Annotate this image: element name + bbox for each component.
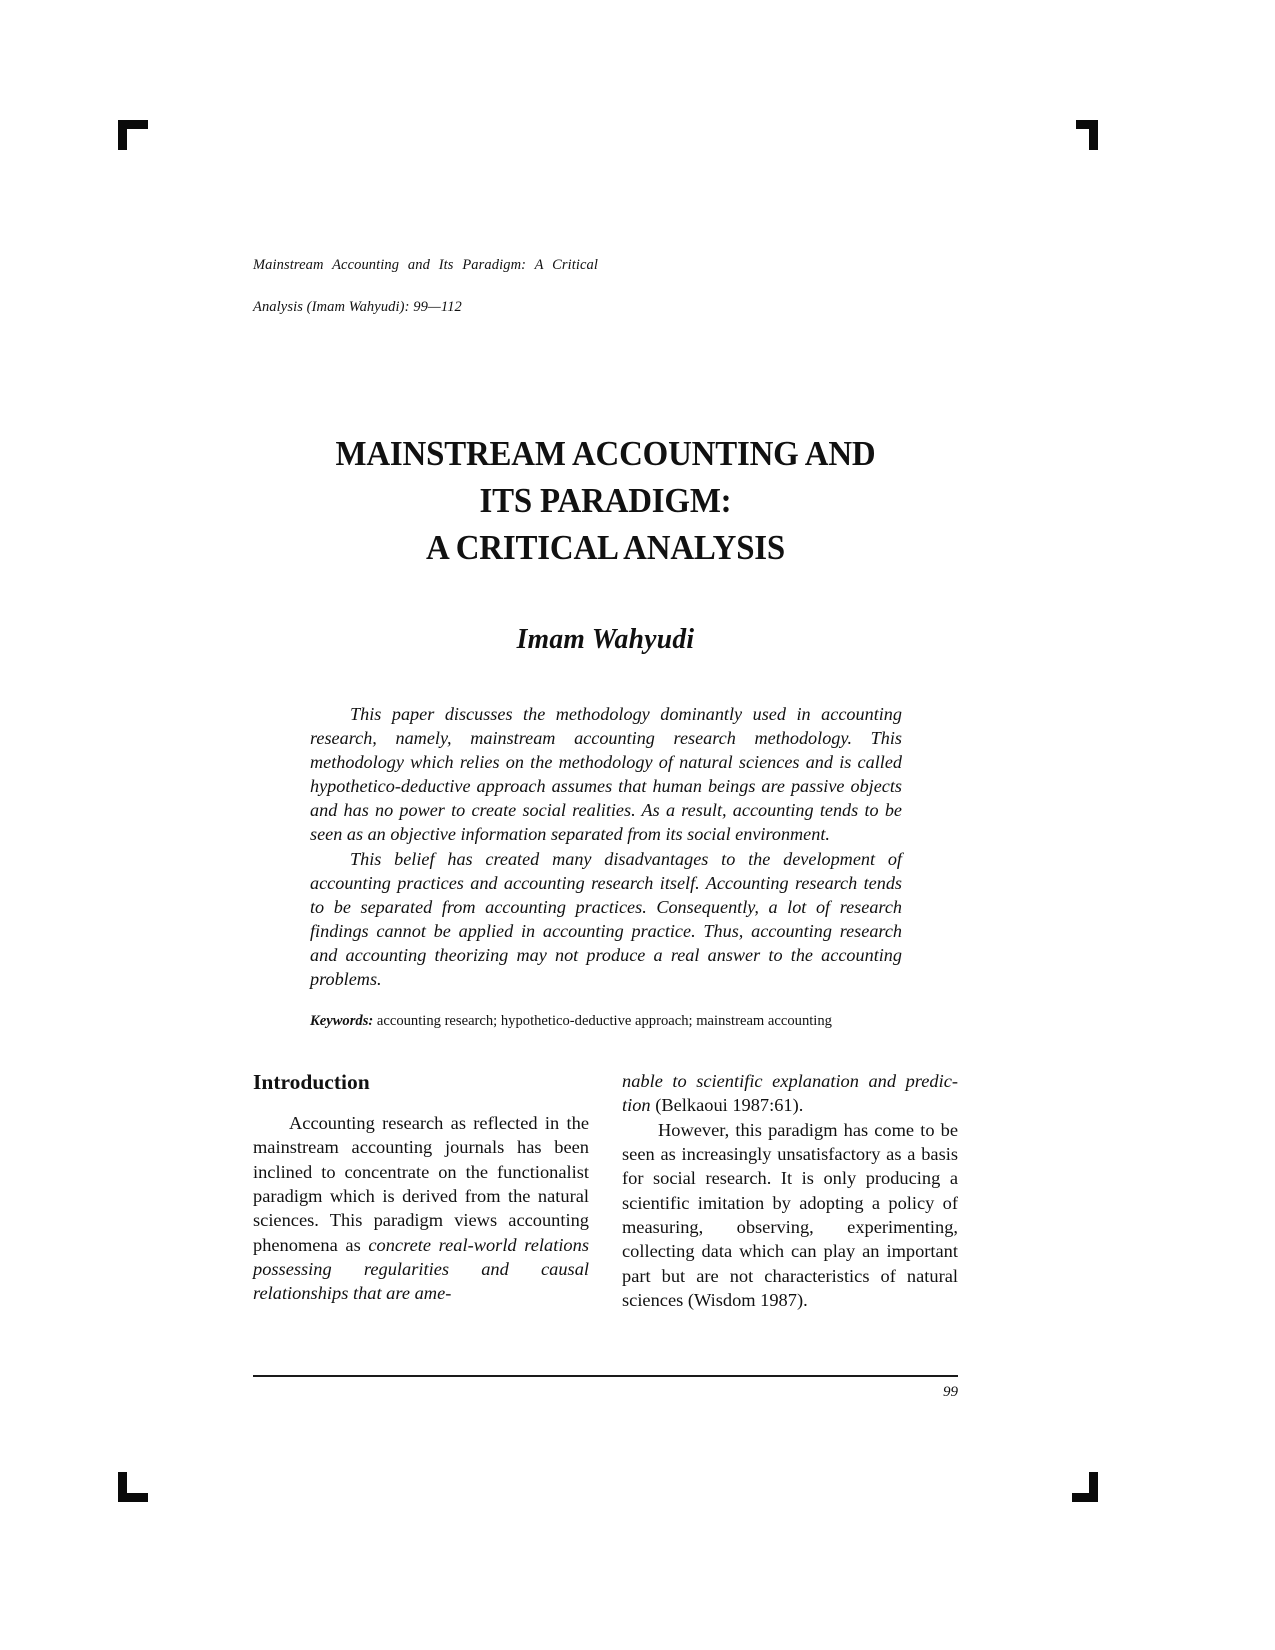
keywords-value: accounting research; hypothetico-deductive approach; mainstream accounting bbox=[373, 1013, 832, 1030]
running-head bbox=[253, 255, 598, 318]
keywords-line bbox=[310, 1011, 902, 1031]
crop-mark-bottom-right bbox=[1068, 1472, 1098, 1502]
column-right bbox=[622, 1069, 958, 1312]
section-heading-introduction: Introduction bbox=[253, 1070, 370, 1095]
abstract bbox=[310, 702, 902, 991]
right-column-continuation bbox=[622, 1069, 958, 1118]
crop-mark-top-left bbox=[118, 120, 148, 150]
crop-mark-bottom-left bbox=[118, 1472, 148, 1502]
title-line-1: MAINSTREAM ACCOUNTING AND bbox=[335, 434, 876, 473]
footer-rule bbox=[253, 1375, 958, 1377]
running-head-line-1: Mainstream Accounting and Its Paradigm: A Critical bbox=[253, 257, 598, 273]
abstract-paragraph-1: This paper discusses the methodology dominantly used in accounting research, namely, mainstream accounting research methodology. This methodology which relies on the methodology of natural sciences and is called hypothetico-deductive approach assumes that human beings are passive objects and has no power to create social realities. As a result, accounting tends to be seen as an objective information separated from its social environment. bbox=[310, 704, 902, 845]
right-continuation-italic-text: nable to scientific explanation and predic-tion bbox=[622, 1071, 958, 1116]
left-paragraph-plain-text: Accounting research as reflected in the mainstream accounting journals has been inclined to concentrate on the functionalist paradigm which is derived from the natural sciences. This paradigm views accounting phenomena as bbox=[253, 1113, 589, 1255]
page-content bbox=[253, 255, 958, 1312]
running-head-line-2: Analysis (Imam Wahyudi): 99—112 bbox=[253, 299, 462, 315]
left-paragraph-italic-text: concrete real-world relations possessing regularities and causal relationships that are ame- bbox=[253, 1234, 589, 1304]
right-continuation-plain-text: (Belkaoui 1987:61). bbox=[650, 1095, 804, 1116]
page-title bbox=[253, 430, 958, 571]
title-line-3: A CRITICAL ANALYSIS bbox=[425, 528, 786, 567]
title-line-2: ITS PARADIGM: bbox=[479, 481, 732, 520]
keywords-label: Keywords: bbox=[310, 1013, 374, 1030]
left-column-paragraph bbox=[253, 1111, 589, 1305]
right-column-paragraph-2: However, this paradigm has come to be seen as increasingly unsatisfactory as a basis for social research. It is only producing a scientific imitation by adopting a policy of measuring, observing, experimenting, collecting data which can play an important part but are not characteristics of natural sciences (Wisdom 1987). bbox=[622, 1119, 958, 1310]
crop-mark-top-right bbox=[1068, 120, 1098, 150]
abstract-paragraph-2: This belief has created many disadvantages to the development of accounting practices and accounting research itself. Accounting research tends to be separated from accounting practices. Consequently, a lot of research findings cannot be applied in accounting practice. Thus, accounting research and accounting theorizing may not produce a real answer to the accounting problems. bbox=[310, 848, 902, 990]
body-columns bbox=[253, 1069, 958, 1312]
page-number: 99 bbox=[943, 1384, 958, 1400]
column-left bbox=[253, 1069, 589, 1312]
author-name: Imam Wahyudi bbox=[516, 623, 695, 655]
